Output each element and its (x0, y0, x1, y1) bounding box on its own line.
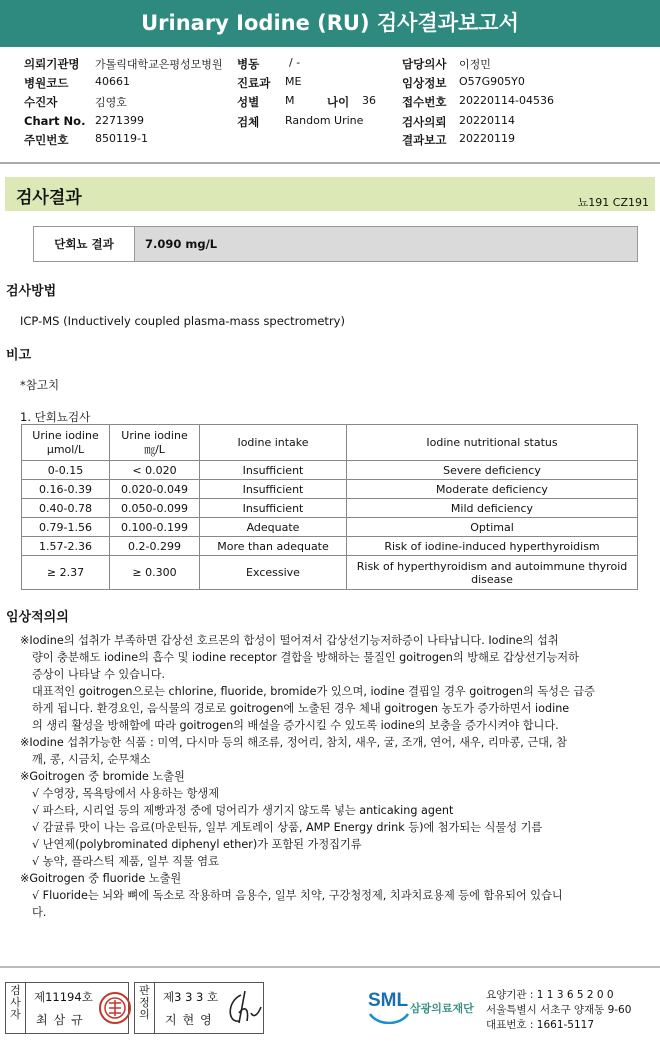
cell: Severe deficiency (347, 461, 638, 480)
significance-line: 하게 됩니다. 환경요인, 음식물의 경로로 goitrogen에 노출된 경우 체내 goitrogen 농도가 증가하면서 iodine (32, 702, 570, 715)
receipt-value: 20220114-04536 (459, 94, 554, 107)
reference-table (21, 424, 638, 590)
cell: 0-0.15 (22, 461, 110, 480)
cell: ≥ 2.37 (22, 556, 110, 590)
lab-logo (366, 988, 486, 1024)
doctor-label: 담당의사 (402, 57, 447, 71)
significance-line: ※Goitrogen 중 bromide 노출원 (20, 770, 185, 783)
table-row (22, 480, 638, 499)
cell: Moderate deficiency (347, 480, 638, 499)
care-number: 요양기관 : 1 1 3 6 5 2 0 0 (486, 989, 614, 1001)
clinical-value: O57G905Y0 (459, 75, 525, 88)
examiner-number: 제11194호 (34, 990, 93, 1004)
cell: 0.16-0.39 (22, 480, 110, 499)
lab-phone: 대표번호 : 1661-5117 (486, 1019, 595, 1031)
cell: < 0.020 (110, 461, 200, 480)
cell: 0.100-0.199 (110, 518, 200, 537)
cell: Optimal (347, 518, 638, 537)
hospital-label: 의뢰기관명 (24, 57, 80, 71)
method-heading: 검사방법 (6, 284, 57, 299)
reference-note: *참고치 (20, 378, 60, 392)
significance-text (20, 632, 640, 921)
cell: 0.050-0.099 (110, 499, 200, 518)
cell: 0.2-0.299 (110, 537, 200, 556)
dept-label: 진료과 (237, 76, 271, 90)
cell: 1.57-2.36 (22, 537, 110, 556)
report-value: 20220119 (459, 132, 515, 145)
result-box (33, 226, 638, 262)
result-value: 7.090 mg/L (135, 227, 637, 261)
significance-line: √ 수영장, 목욕탕에서 사용하는 항생제 (32, 787, 220, 800)
ward-value: / - (289, 56, 301, 69)
significance-line: ※Goitrogen 중 fluoride 노출원 (20, 872, 182, 885)
sex-label: 성별 (237, 95, 260, 109)
cell: Insufficient (200, 461, 347, 480)
examiner-name: 최삼규 (36, 1013, 89, 1027)
clinical-label: 임상정보 (402, 76, 447, 90)
remarks-heading: 비고 (6, 348, 32, 363)
method-text: ICP-MS (Inductively coupled plasma-mass spectrometry) (20, 314, 345, 328)
reviewer-number: 제3 3 3 호 (163, 990, 219, 1004)
request-value: 20220114 (459, 114, 515, 127)
lab-name: 삼광의료재단 (410, 1002, 474, 1015)
significance-line: √ 농약, 플라스틱 제품, 일부 직물 염료 (32, 855, 219, 868)
cell: 0.79-1.56 (22, 518, 110, 537)
significance-heading: 임상적의의 (6, 610, 69, 625)
cell: Risk of iodine-induced hyperthyroidism (347, 537, 638, 556)
results-code: 뇨191 CZ191 (577, 196, 649, 209)
reference-table-title: 1. 단회뇨검사 (20, 410, 91, 424)
reviewer-name: 지현영 (165, 1013, 218, 1027)
table-row (22, 537, 638, 556)
header-mgl: Urine iodine ㎎/L (110, 425, 200, 461)
seal-icon (98, 991, 132, 1025)
specimen-value: Random Urine (285, 114, 364, 127)
resident-label: 주민번호 (24, 133, 69, 147)
significance-line: 다. (32, 906, 47, 919)
significance-line: ※Iodine 섭취가능한 식품 : 미역, 다시마 등의 해조류, 정어리, 참치, 새우, 굴, 조개, 연어, 새우, 리마콩, 근대, 참 (20, 736, 567, 749)
cell: Risk of hyperthyroidism and autoimmune thyroid disease (347, 556, 638, 590)
table-row (22, 518, 638, 537)
significance-line: ※Iodine의 섭취가 부족하면 갑상선 호르몬의 합성이 떨어져서 갑상선기능저하증이 나타납니다. Iodine의 섭취 (20, 634, 559, 647)
code-value: 40661 (95, 75, 130, 88)
results-band (5, 177, 655, 211)
report-label: 결과보고 (402, 133, 447, 147)
examiner-tag: 검사자 (6, 983, 26, 1033)
table-row (22, 556, 638, 590)
specimen-label: 검체 (237, 115, 260, 129)
cell: 0.40-0.78 (22, 499, 110, 518)
table-row (22, 461, 638, 480)
resident-value: 850119-1 (95, 132, 148, 145)
cell: 0.020-0.049 (110, 480, 200, 499)
result-label: 단회뇨 결과 (34, 227, 135, 261)
code-label: 병원코드 (24, 76, 69, 90)
footer-divider (0, 966, 660, 968)
cell: Insufficient (200, 480, 347, 499)
doctor-value: 이정민 (459, 58, 491, 71)
cell: More than adequate (200, 537, 347, 556)
lab-abbr: SML (368, 990, 409, 1011)
cell: ≥ 0.300 (110, 556, 200, 590)
cell: Adequate (200, 518, 347, 537)
report-title: Urinary Iodine (RU) 검사결과보고서 (0, 0, 660, 47)
chart-value: 2271399 (95, 114, 144, 127)
age-value: 36 (362, 94, 376, 107)
request-label: 검사의뢰 (402, 115, 447, 129)
chart-label: Chart No. (24, 114, 86, 128)
cell: Excessive (200, 556, 347, 590)
dept-value: ME (285, 75, 302, 88)
significance-line: 량이 충분해도 iodine의 흡수 및 iodine receptor 결합을 방해하는 물질인 goitrogen의 방해로 갑상선기능저하 (32, 651, 579, 664)
header-intake: Iodine intake (200, 425, 347, 461)
reviewer-stamp (134, 982, 264, 1034)
reviewer-tag: 판정의 (135, 983, 155, 1033)
lab-address: 서울특별시 서초구 양재동 9-60 (486, 1004, 632, 1016)
cell: Insufficient (200, 499, 347, 518)
receipt-label: 접수번호 (402, 95, 447, 109)
significance-line: √ Fluoride는 뇌와 뼈에 독소로 작용하며 음용수, 일부 치약, 구강청정제, 치과치료용제 등에 함유되어 있습니 (32, 889, 563, 902)
patient-info (0, 52, 660, 164)
header-status: Iodine nutritional status (347, 425, 638, 461)
collector-label: 수진자 (24, 95, 58, 109)
results-heading: 검사결과 (16, 188, 82, 208)
lab-contact (486, 988, 656, 1033)
age-label: 나이 (327, 95, 350, 109)
significance-line: 의 생리 활성을 방해함에 따라 goitrogen의 배설을 증가시킬 수 있도록 iodine의 보충을 증가시켜야 합니다. (32, 719, 559, 732)
hospital-value: 가톨릭대학교은평성모병원 (95, 58, 223, 71)
significance-line: √ 파스타, 시리얼 등의 제빵과정 중에 덩어리가 생기지 않도록 넣는 anticaking agent (32, 804, 454, 817)
cell: Mild deficiency (347, 499, 638, 518)
sex-value: M (285, 94, 295, 107)
significance-line: 증상이 나타날 수 있습니다. (32, 668, 166, 681)
examiner-stamp (5, 982, 129, 1034)
significance-line: √ 난연제(polybrominated diphenyl ether)가 포함된 가정집기류 (32, 838, 362, 851)
table-header-row (22, 425, 638, 461)
significance-line: 깨, 콩, 시금치, 순무채소 (32, 753, 151, 766)
significance-line: √ 감귤류 맛이 나는 음료(마운틴듀, 일부 게토레이 상품, AMP Energy drink 등)에 첨가되는 식물성 기름 (32, 821, 543, 834)
header-umol: Urine iodine μmol/L (22, 425, 110, 461)
table-row (22, 499, 638, 518)
significance-line: 대표적인 goitrogen으로는 chlorine, fluoride, bromide가 있으며, iodine 결핍일 경우 goitrogen의 독성은 급증 (32, 685, 595, 698)
signature-icon (223, 987, 265, 1029)
collector-value: 김영호 (95, 96, 127, 109)
ward-label: 병동 (237, 57, 260, 71)
